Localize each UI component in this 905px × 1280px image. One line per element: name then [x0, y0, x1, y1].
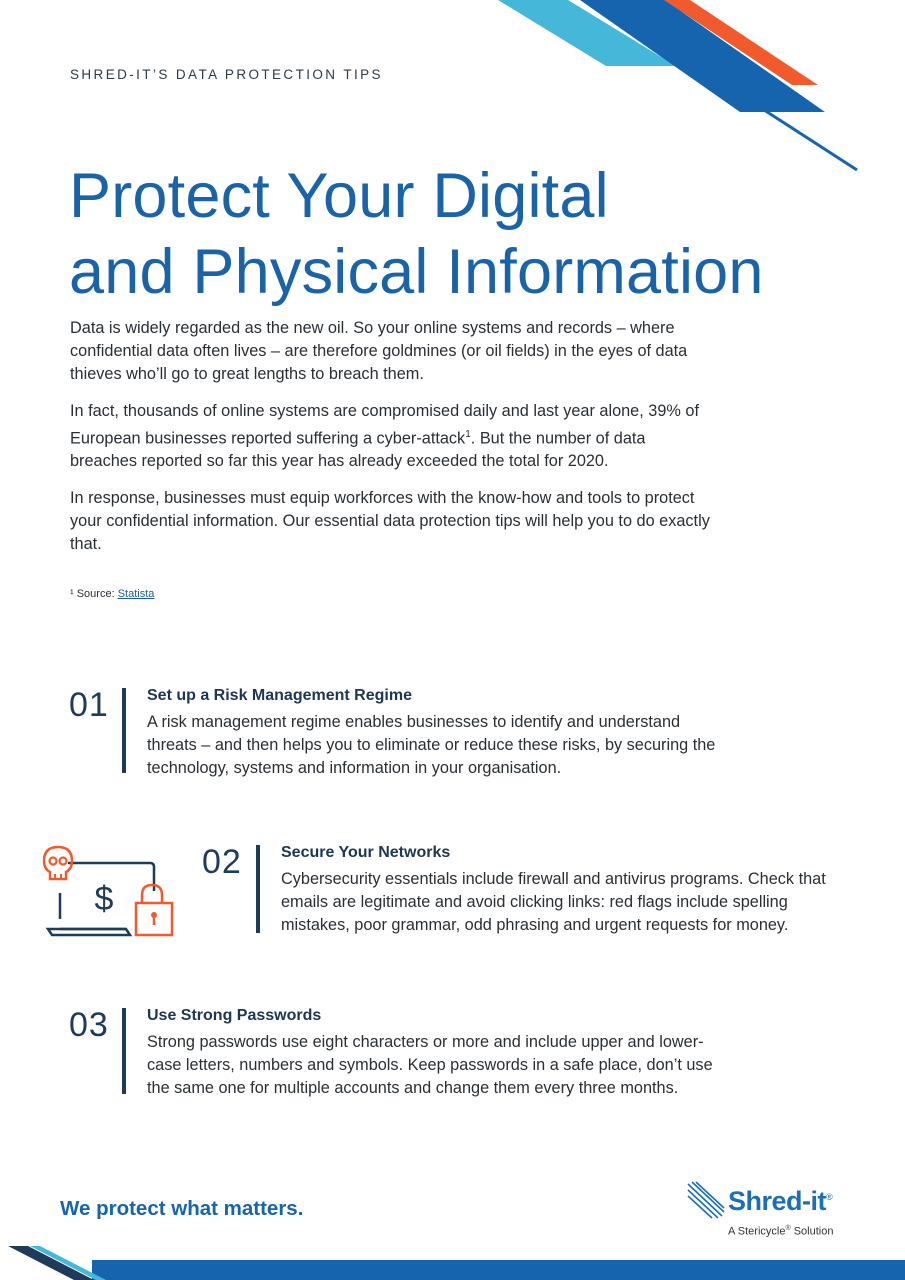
logo-tagline-registered: ® — [785, 1225, 791, 1232]
document-kicker: SHRED-IT’S DATA PROTECTION TIPS — [70, 67, 383, 82]
page-title — [69, 158, 829, 310]
logo-name: Shred-it — [728, 1186, 827, 1216]
intro-paragraph-2-part-a: In fact, thousands of online systems are compromised daily and last year alone, 39% of European businesses reported suffering a cyber-attack — [70, 402, 699, 448]
footer-stripes-graphic — [0, 1240, 905, 1280]
logo-wordmark — [728, 1186, 832, 1217]
tip-heading-01: Set up a Risk Management Regime — [147, 687, 412, 704]
skull-icon — [44, 847, 72, 879]
footnote-prefix: ¹ Source: — [70, 588, 118, 600]
intro-text — [70, 317, 710, 570]
logo-tagline — [728, 1225, 833, 1238]
tip-heading-02: Secure Your Networks — [281, 844, 451, 861]
statista-link[interactable]: Statista — [117, 588, 155, 600]
intro-paragraph-2-part-b: . But the number of data breaches reported so far this year has already exceeded the total for 2020. — [70, 429, 646, 471]
tip-heading-03: Use Strong Passwords — [147, 1007, 322, 1024]
title-line-1: Protect Your Digital — [69, 161, 609, 231]
tip-body-03: Strong passwords use eight characters or more and include upper and lower-case letters, numbers and symbols. Keep passwords in a safe place, don’t use the same one for multiple accounts and change them every three months. — [147, 1033, 713, 1097]
padlock-icon — [136, 885, 172, 935]
intro-paragraph-1: Data is widely regarded as the new oil. So your online systems and records – where confidential data often lives – are therefore goldmines (or oil fields) in the eyes of data thieves who’ll go to great lengths to breach them. — [70, 319, 688, 383]
footnote — [70, 588, 154, 600]
intro-paragraph-2 — [70, 400, 710, 473]
tip-body-02: Cybersecurity essentials include firewall and antivirus programs. Check that emails are legitimate and avoid clicking links: red flags include spelling mistakes, poor grammar, odd phrasing and urgent requests for money. — [281, 870, 826, 934]
laptop-skull-lock-icon — [38, 843, 178, 941]
shred-lines-icon — [686, 1180, 726, 1220]
tip-divider-01 — [122, 688, 126, 773]
footer-slogan: We protect what matters. — [60, 1197, 304, 1220]
tip-divider-02 — [256, 845, 260, 933]
intro-paragraph-3: In response, businesses must equip workforces with the know-how and tools to protect your confidential information. Our essential data protection tips will help you to do exactly that. — [70, 489, 710, 554]
tip-number-03: 03 — [69, 1006, 109, 1044]
title-line-2: and Physical Information — [69, 237, 764, 307]
dollar-sign: $ — [94, 880, 114, 918]
tip-number-02: 02 — [202, 843, 242, 881]
tip-body-01: A risk management regime enables businesses to identify and understand threats – and then helps you to eliminate or reduce these risks, by securing the technology, systems and information in your organisation. — [147, 713, 716, 777]
footnote-marker: 1 — [465, 429, 471, 440]
logo-registered-mark: ® — [826, 1192, 833, 1202]
logo-tagline-part-a: A Stericycle — [728, 1225, 786, 1238]
logo-tagline-part-b: Solution — [790, 1225, 834, 1238]
tip-number-01: 01 — [69, 686, 109, 724]
tip-divider-03 — [122, 1008, 126, 1094]
shred-it-logo — [686, 1180, 876, 1242]
header-stripes-graphic — [0, 0, 905, 175]
